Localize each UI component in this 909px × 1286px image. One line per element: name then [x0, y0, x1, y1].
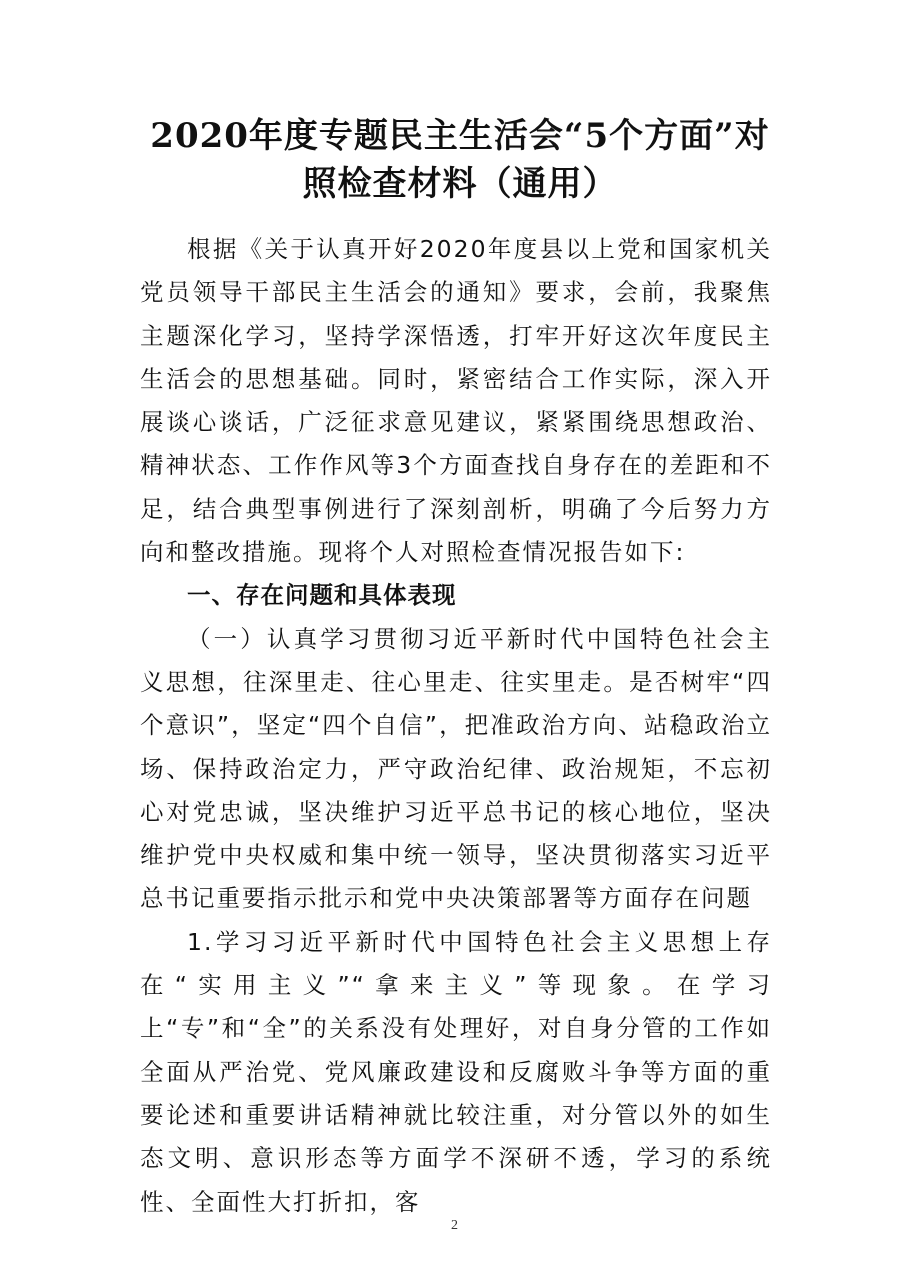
title-line-1: 2020年度专题民主生活会“5个方面”对 [150, 116, 770, 156]
section-heading: 一、存在问题和具体表现 [187, 581, 457, 610]
item-paragraph: 1.学习习近平新时代中国特色社会主义思想上存在“实用主义”“拿来主义”等现象。在学习上“专”和“全”的关系没有处理好，对自身分管的工作如全面从严治党、党风廉政建设和反腐败斗争等方面的重要论述和重要讲话精神就比较注重，对分管以外的如生态文明、意识形态等方面学不深研不透，学习的系统性、全面性大打折扣，客 [140, 927, 772, 1216]
page-number: 2 [451, 1218, 458, 1233]
document-body [140, 228, 772, 1224]
intro-paragraph: 根据《关于认真开好2020年度县以上党和国家机关党员领导干部民主生活会的通知》要求，会前，我聚焦主题深化学习，坚持学深悟透，打牢开好这次年度民主生活会的思想基础。同时，紧密结合工作实际，深入开展谈心谈话，广泛征求意见建议，紧紧围绕思想政治、精神状态、工作作风等3个方面查找自身存在的差距和不足，结合典型事例进行了深刻剖析，明确了今后努力方向和整改措施。现将个人对照检查情况报告如下: [140, 235, 772, 567]
title-line-2: 照检查材料（通用） [302, 164, 618, 204]
document-title [140, 112, 780, 208]
subsection-paragraph: （一）认真学习贯彻习近平新时代中国特色社会主义思想，往深里走、往心里走、往实里走。是否树牢“四个意识”，坚定“四个自信”，把准政治方向、站稳政治立场、保持政治定力，严守政治纪律、政治规矩，不忘初心对党忠诚，坚决维护习近平总书记的核心地位，坚决维护党中央权威和集中统一领导，坚决贯彻落实习近平总书记重要指示批示和党中央决策部署等方面存在问题 [140, 624, 772, 913]
